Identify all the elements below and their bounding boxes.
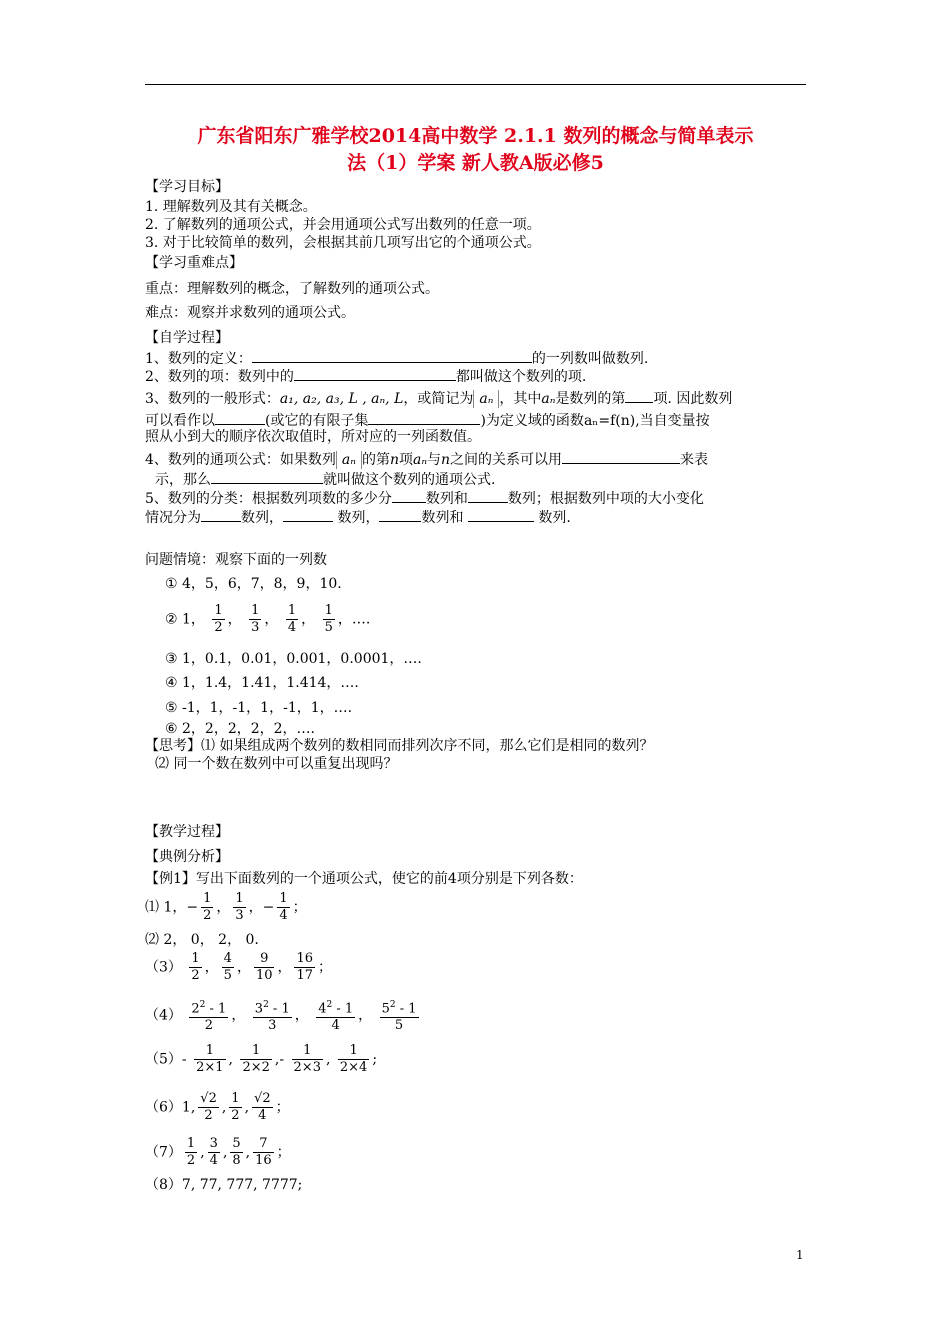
q5-text: 5、数列的分类：根据数列项数的多少分: [145, 491, 392, 507]
term-an: aₙ: [541, 391, 556, 407]
q4-text-b: 的第: [361, 452, 390, 468]
fraction: $\frac{3^2 - 1}{3}$: [254, 1000, 290, 1034]
fraction: $\frac{1}{2}$: [203, 891, 212, 923]
q4-text-h: 就叫做这个数列的通项公式.: [323, 472, 496, 488]
fraction: $\frac{5^2 - 1}{5}$: [381, 1000, 417, 1034]
self-study-heading: 【自学过程】: [145, 330, 229, 346]
q4-text-f: 来表: [680, 452, 709, 468]
fraction: $\frac{1}{2}$: [231, 1091, 240, 1123]
seq-general-form: a₁, a₂, a₃, L , aₙ, L: [279, 391, 404, 407]
fraction: $\frac{5}{8}$: [232, 1136, 241, 1168]
q3-line2: [145, 410, 710, 430]
fraction: $\frac{1}{2\times 2}$: [242, 1043, 270, 1075]
fraction: $\frac{1}{4}$: [279, 891, 288, 923]
q3-line: [145, 388, 732, 408]
q4-text: 4、数列的通项公式：如果数列: [145, 452, 336, 468]
fraction: $\frac{√2}{2}$: [200, 1091, 217, 1123]
q3-text-f: 可以看作以: [145, 413, 215, 429]
fraction: $\frac{4}{5}$: [223, 951, 232, 983]
q3-text: 3、数列的一般形式：: [145, 391, 280, 407]
fraction: $\frac{1}{2\times 4}$: [339, 1043, 368, 1075]
fraction: $\frac{7}{16}$: [255, 1136, 272, 1168]
fraction: $\frac{1}{4}$: [287, 603, 297, 635]
fraction: $\frac{1}{2}$: [191, 951, 200, 983]
q2-text: 2、数列的项：数列中的: [145, 369, 294, 385]
q5-text-e: 数列，: [241, 510, 283, 526]
doc-title-line1: 广东省阳东广雅学校2014高中数学 2.1.1 数列的概念与简单表示: [197, 125, 754, 147]
fill-blank[interactable]: [625, 388, 653, 403]
sequence-2: ② 1， $\frac{1}{2}$ ， $\frac{1}{3}$ ， $\frac{1}{4}$ ， $\frac{1}{5}$ ，….: [165, 603, 371, 635]
header-rule: [145, 84, 806, 85]
problem-6: （6）1, $\frac{√2}{2}$ , $\frac{1}{2}$ , $\frac{√2}{4}$ ；: [145, 1091, 290, 1123]
key-point: 重点：理解数列的概念，了解数列的通项公式。: [145, 281, 439, 297]
q5-text-h: 数列.: [538, 510, 571, 526]
doc-title-line2: 法（1）学案 新人教A版必修5: [347, 152, 604, 174]
goal-item: 1. 理解数列及其有关概念。: [145, 199, 317, 215]
fill-blank[interactable]: [562, 449, 680, 464]
problem-5: （5）- $\frac{1}{2\times 1}$ , $\frac{1}{2\times 2}$ ,- $\frac{1}{2\times 3}$ , $\frac{1}{2\times 4}$ ;: [145, 1043, 378, 1075]
sequence-4: ④ 1，1.4，1.41，1.414，….: [165, 675, 359, 691]
q4-line2: [155, 469, 495, 489]
problem-4: （4） $\frac{2^2 - 1}{2}$ ， $\frac{3^2 - 1}{3}$ ， $\frac{4^2 - 1}{4}$ ， $\frac{5^2 - 1}{5}$: [145, 997, 422, 1034]
fraction: $\frac{1}{2\times 1}$: [196, 1043, 224, 1075]
examples-heading: 【典例分析】: [145, 849, 229, 865]
q4-text-g: 示，那么: [155, 472, 211, 488]
fraction: $\frac{3}{4}$: [209, 1136, 218, 1168]
q4-text-e: 之间的关系可以用: [450, 452, 563, 468]
problem-2: ⑵ 2， 0， 2， 0.: [145, 932, 259, 948]
problem-3: （3） $\frac{1}{2}$ ， $\frac{4}{5}$ ， $\frac{9}{10}$ ， $\frac{16}{17}$ ；: [145, 951, 333, 983]
fill-blank[interactable]: [201, 507, 241, 522]
fill-blank[interactable]: [283, 507, 333, 522]
q5-text-g: 数列和: [421, 510, 464, 526]
q3-text-b: ，或简记为: [403, 391, 474, 407]
problem-label: （5）: [145, 1051, 182, 1068]
fraction: $\frac{9}{10}$: [255, 951, 273, 983]
fraction: $\frac{1}{2\times 3}$: [293, 1043, 321, 1075]
problem-label: （6）: [145, 1099, 182, 1116]
q3-text-h: )为定义域的函数: [480, 413, 584, 429]
page-number: 1: [796, 1248, 804, 1262]
q1-line: [145, 348, 648, 368]
fraction: $\frac{16}{17}$: [296, 951, 314, 983]
think-question-1: 【思考】⑴ 如果组成两个数列的数相同而排列次序不同，那么它们是相同的数列？: [145, 738, 654, 754]
goal-item: 3. 对于比较简单的数列，会根据其前几项写出它的个通项公式。: [145, 235, 541, 251]
fraction: $\frac{1}{5}$: [324, 603, 333, 635]
fraction: $\frac{2^2 - 1}{2}$: [191, 1000, 227, 1034]
q1-text-end: 的一列数叫做数列.: [531, 351, 649, 367]
teaching-heading: 【教学过程】: [145, 824, 229, 840]
fill-blank[interactable]: [252, 348, 532, 363]
seq-notation: aₙ: [336, 451, 362, 469]
q3-line3: 照从小到大的顺序依次取值时，所对应的一列函数值。: [145, 429, 481, 445]
seq2-prefix: ② 1，: [165, 611, 205, 628]
fill-blank[interactable]: [468, 488, 508, 503]
q5-text-f: 数列，: [337, 510, 380, 526]
var-n: n: [441, 452, 451, 468]
q2-text-end: 都叫做这个数列的项.: [455, 369, 587, 385]
goal-item: 2. 了解数列的通项公式，并会用通项公式写出数列的任意一项。: [145, 217, 541, 233]
sequence-3: ③ 1，0.1，0.01，0.001，0.0001，….: [165, 651, 422, 667]
q5-line2: [145, 507, 571, 527]
fill-blank[interactable]: [468, 507, 534, 522]
q4-line: [145, 449, 708, 469]
q1-text: 1、数列的定义：: [145, 351, 252, 367]
sequence-5: ⑤ -1，1，-1，1，-1，1，….: [165, 700, 353, 716]
sequence-6: ⑥ 2，2，2，2，2，….: [165, 721, 315, 737]
seq-notation: aₙ: [473, 390, 499, 408]
example-1: 【例1】写出下面数列的一个通项公式，使它的前4项分别是下列各数：: [145, 871, 583, 887]
q5-text-d: 情况分为: [145, 510, 201, 526]
problem-8: （8）7, 77, 777, 7777;: [145, 1177, 303, 1193]
problem-label: ⑴ 1，: [145, 899, 187, 916]
problem-label: （3）: [145, 959, 182, 976]
q5-text-b: 数列和: [425, 491, 468, 507]
keypoints-heading: 【学习重难点】: [145, 255, 243, 271]
q3-text-i: ,当自变量按: [635, 413, 710, 429]
problem-label: （7）: [145, 1144, 182, 1161]
term-an: aₙ: [412, 452, 428, 468]
think-question-2: ⑵ 同一个数在数列中可以重复出现吗？: [155, 756, 398, 772]
function-notation: aₙ=f(n): [583, 413, 636, 429]
fill-blank[interactable]: [215, 410, 265, 425]
problem-label: （4）: [145, 1007, 182, 1024]
fraction: $\frac{1}{3}$: [235, 891, 244, 923]
q5-text-c: 数列；根据数列中项的大小变化: [507, 491, 704, 507]
seq2-suffix: ，….: [337, 611, 371, 628]
q3-text-g: (或它的有限子集: [265, 413, 369, 429]
goals-heading: 【学习目标】: [145, 179, 229, 195]
fill-blank[interactable]: [294, 366, 456, 381]
fill-blank[interactable]: [392, 488, 426, 503]
fraction: $\frac{1}{2}$: [214, 603, 223, 635]
problem-1: ⑴ 1，− $\frac{1}{2}$ ， $\frac{1}{3}$ ，− $\frac{1}{4}$ ；: [145, 891, 307, 923]
q4-text-d: 与: [427, 452, 442, 468]
var-n: n: [389, 452, 399, 468]
fill-blank[interactable]: [211, 469, 323, 484]
problem-7: （7） $\frac{1}{2}$ , $\frac{3}{4}$ , $\frac{5}{8}$ , $\frac{7}{16}$ ；: [145, 1136, 291, 1168]
fraction: $\frac{√2}{4}$: [254, 1091, 271, 1123]
q3-text-e: 项. 因此数列: [653, 391, 733, 407]
situation-heading: 问题情境：观察下面的一列数: [145, 552, 327, 568]
fraction: $\frac{1}{2}$: [186, 1136, 196, 1168]
fill-blank[interactable]: [379, 507, 421, 522]
q5-line: [145, 488, 704, 508]
q3-text-d: 是数列的第: [555, 391, 626, 407]
fraction: $\frac{4^2 - 1}{4}$: [318, 1000, 354, 1034]
fraction: $\frac{1}{3}$: [251, 603, 260, 635]
q3-text-c: ，其中: [499, 391, 542, 407]
sequence-1: ① 4，5，6，7，8，9，10.: [165, 576, 342, 592]
q2-line: [145, 366, 586, 386]
q4-text-c: 项: [398, 452, 413, 468]
difficult-point: 难点：观察并求数列的通项公式。: [145, 305, 355, 321]
fill-blank[interactable]: [368, 410, 480, 425]
